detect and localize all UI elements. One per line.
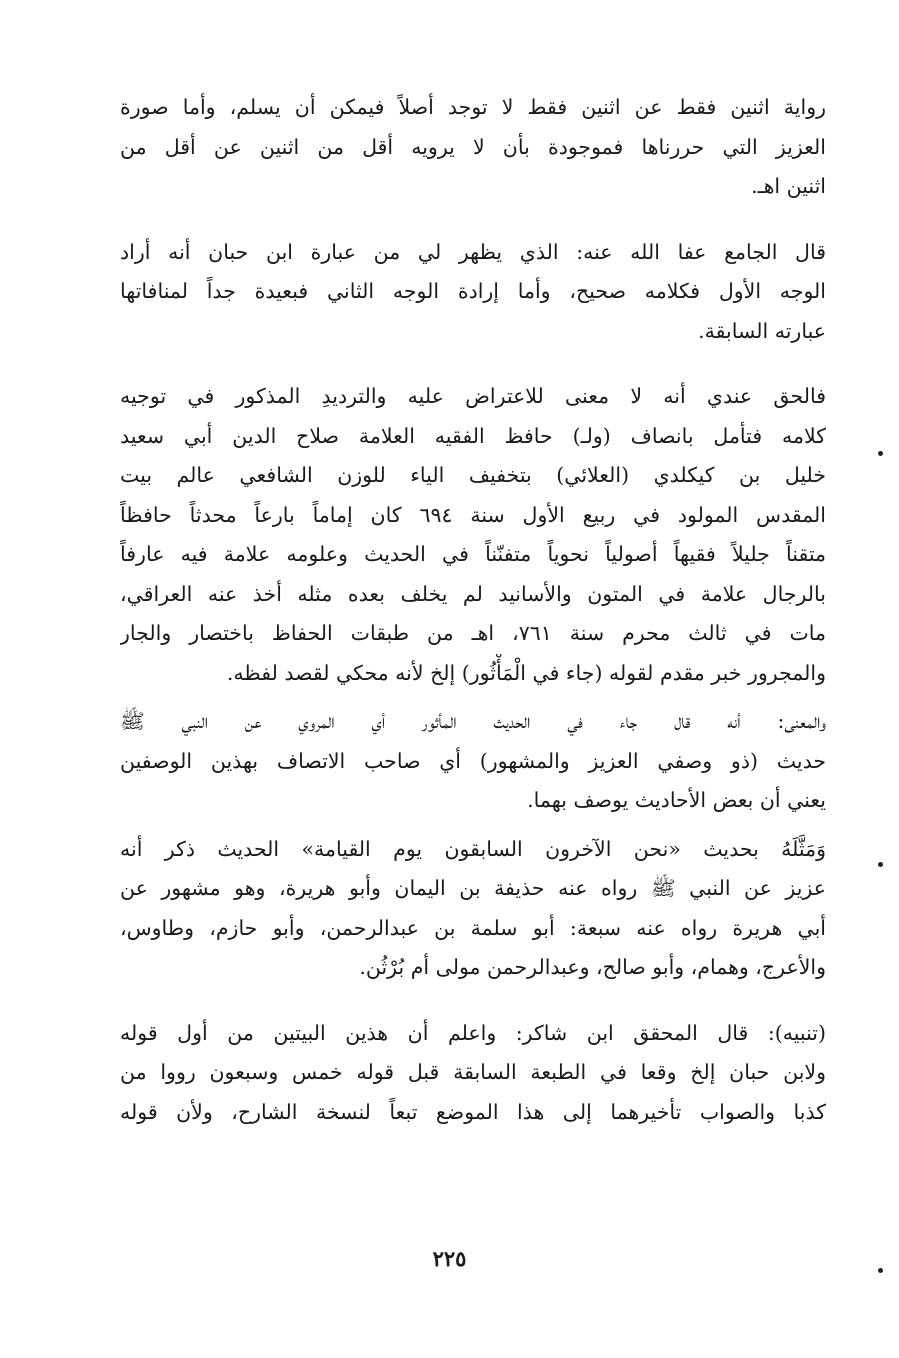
page-number: ٢٢٥: [432, 1246, 467, 1271]
text-line: كلامه فتأمل بانصاف (ولـ) حافظ الفقيه العلامة صلاح الدين أبي سعيد: [120, 423, 826, 448]
paragraph-2: [120, 233, 826, 352]
paragraph-5: [120, 830, 826, 988]
text-line: الوجه الأول فكلامه صحيح، وأما إرادة الوجه الثاني فبعيدة جداً لمنافاتها: [120, 279, 826, 303]
text-line: والمجرور خبر مقدم لقوله (جاء في الْمَأْثُور) إلخ لأنه محكي لقصد لفظه.: [226, 660, 826, 685]
text-line: كذبا والصواب تأخيرهما إلى هذا الموضع تبعاً لنسخة الشارح، ولأن قوله: [120, 1099, 826, 1124]
page-body: [120, 88, 826, 1132]
text-line: حديث (ذو وصفي العزيز والمشهور) أي صاحب الاتصاف بهذين الوصفين: [120, 748, 826, 773]
paragraph-1: [120, 88, 826, 207]
text-line: خليل بن كيكلدي (العلائي) بتخفيف الياء للوزن الشافعي عالم بيت: [120, 463, 826, 487]
text-line: عزيز عن النبي ﷺ رواه عنه حذيفة بن اليمان وأبو هريرة، وهو مشهور عن: [120, 876, 826, 900]
text-line: بالرجال علامة في المتون والأسانيد لم يخلف بعده مثله أخذ عنه العراقي،: [120, 581, 826, 606]
paragraph-4: [120, 702, 826, 821]
text-line: وَمَثَّلَهُ بحديث «نحن الآخرون السابقون يوم القيامة» الحديث ذكر أنه: [120, 836, 826, 861]
text-line: المقدس المولود في ربيع الأول سنة ٦٩٤ كان إماماً بارعاً محدثاً حافظاً: [120, 502, 826, 527]
text-line: متقناً جليلاً فقيهاً أصولياً نحوياً متفنّناً في الحديث وعلومه علامة فيه عارفاً: [120, 542, 826, 566]
text-line: مات في ثالث محرم سنة ٧٦١، اهـ من طبقات الحفاظ باختصار والجار: [120, 621, 826, 645]
text-line: العزيز التي حررناها فموجودة بأن لا يرويه أقل من اثنين عن أقل من: [120, 134, 826, 159]
text-line: عبارته السابقة.: [698, 318, 826, 343]
paragraph-6-note: [120, 1014, 826, 1133]
margin-dot: [878, 1268, 883, 1273]
paragraph-3: [120, 377, 826, 693]
margin-dot: [878, 451, 883, 456]
text-line: ولابن حبان إلخ وقعا في الطبعة السابقة قبل قوله خمس وسبعون رووا من: [120, 1060, 826, 1084]
margin-dot: [878, 862, 883, 867]
text-line: فالحق عندي أنه لا معنى للاعتراض عليه والترديدِ المذكور في توجيه: [120, 384, 826, 408]
text-line: يعني أن بعض الأحاديث يوصف بهما.: [527, 788, 826, 812]
text-line: والمعنى: أنه قال جاء في الحديث المأثور أي المروي عن النبي ﷺ: [120, 709, 826, 733]
text-line: أبي هريرة رواه عنه سبعة: أبو سلمة بن عبدالرحمن، وأبو حازم، وطاوس،: [120, 915, 826, 940]
text-line: والأعرج، وهمام، وأبو صالح، وعبدالرحمن مولى أم بُرْثُن.: [359, 955, 826, 979]
text-line: قال الجامع عفا الله عنه: الذي يظهر لي من عبارة ابن حبان أنه أراد: [120, 239, 826, 264]
text-line: (تنبيه): قال المحقق ابن شاكر: واعلم أن هذين البيتين من أول قوله: [120, 1020, 826, 1045]
text-line: اثنين اهـ.: [751, 174, 826, 198]
text-line: رواية اثنين فقط عن اثنين فقط لا توجد أصلاً فيمكن أن يسلم، وأما صورة: [120, 95, 826, 119]
